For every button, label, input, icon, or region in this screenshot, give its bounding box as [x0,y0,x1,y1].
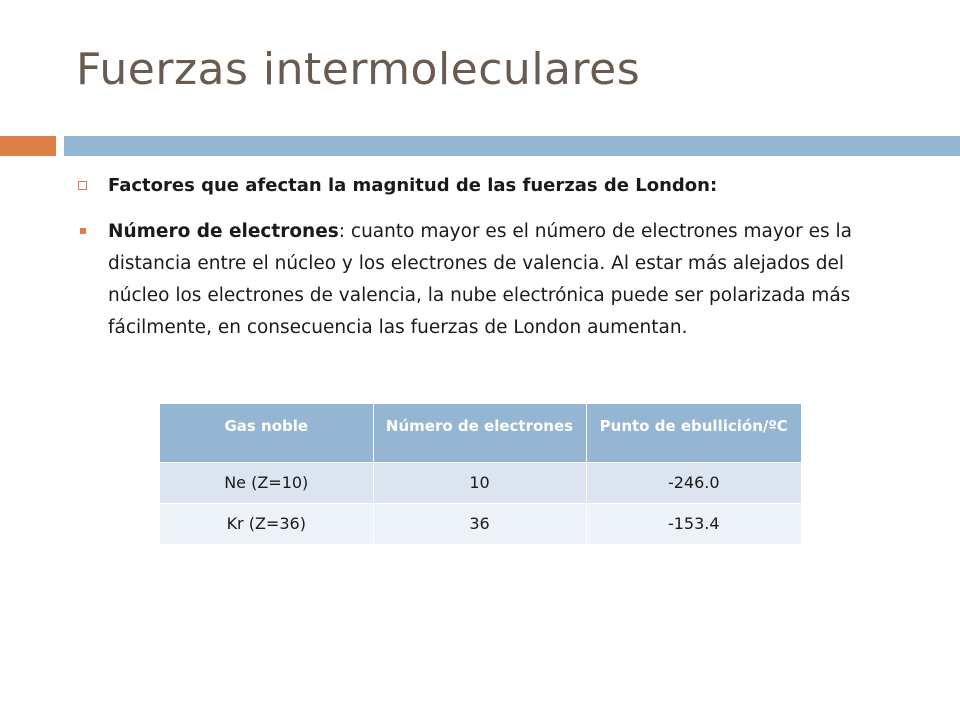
table-cell: 36 [373,503,586,544]
table-header-cell: Gas noble [160,404,373,462]
small-square-bullet-icon [80,228,86,234]
table-header-row [160,404,801,462]
accent-band-orange [0,136,56,156]
slide-title: Fuerzas intermoleculares [76,44,641,95]
bullet-item [78,172,908,200]
table-cell: -153.4 [586,503,801,544]
table-row [160,503,801,544]
table-cell: -246.0 [586,462,801,503]
table-cell: Kr (Z=36) [160,503,373,544]
bullet-description: : cuanto mayor es el número de electrones mayor es la distancia entre el núcleo y los electrones de valencia. Al estar más alejados del núcleo los electrones de valencia, la nube electrónica puede ser polarizada más fácilmente, en consecuencia las fuerzas de London aumentan. [108,221,852,338]
table-header-cell: Número de electrones [373,404,586,462]
bullet-text: Factores que afectan la magnitud de las fuerzas de London: [108,175,718,196]
accent-band-blue [64,136,960,156]
square-bullet-icon [78,181,87,190]
noble-gas-table [160,404,801,544]
table-cell: 10 [373,462,586,503]
bullet-term: Número de electrones [108,221,339,242]
bullet-list [78,172,908,344]
bullet-item [78,216,908,344]
bullet-text [108,216,908,344]
table-header-cell: Punto de ebullición/ºC [586,404,801,462]
table-cell: Ne (Z=10) [160,462,373,503]
table-row [160,462,801,503]
